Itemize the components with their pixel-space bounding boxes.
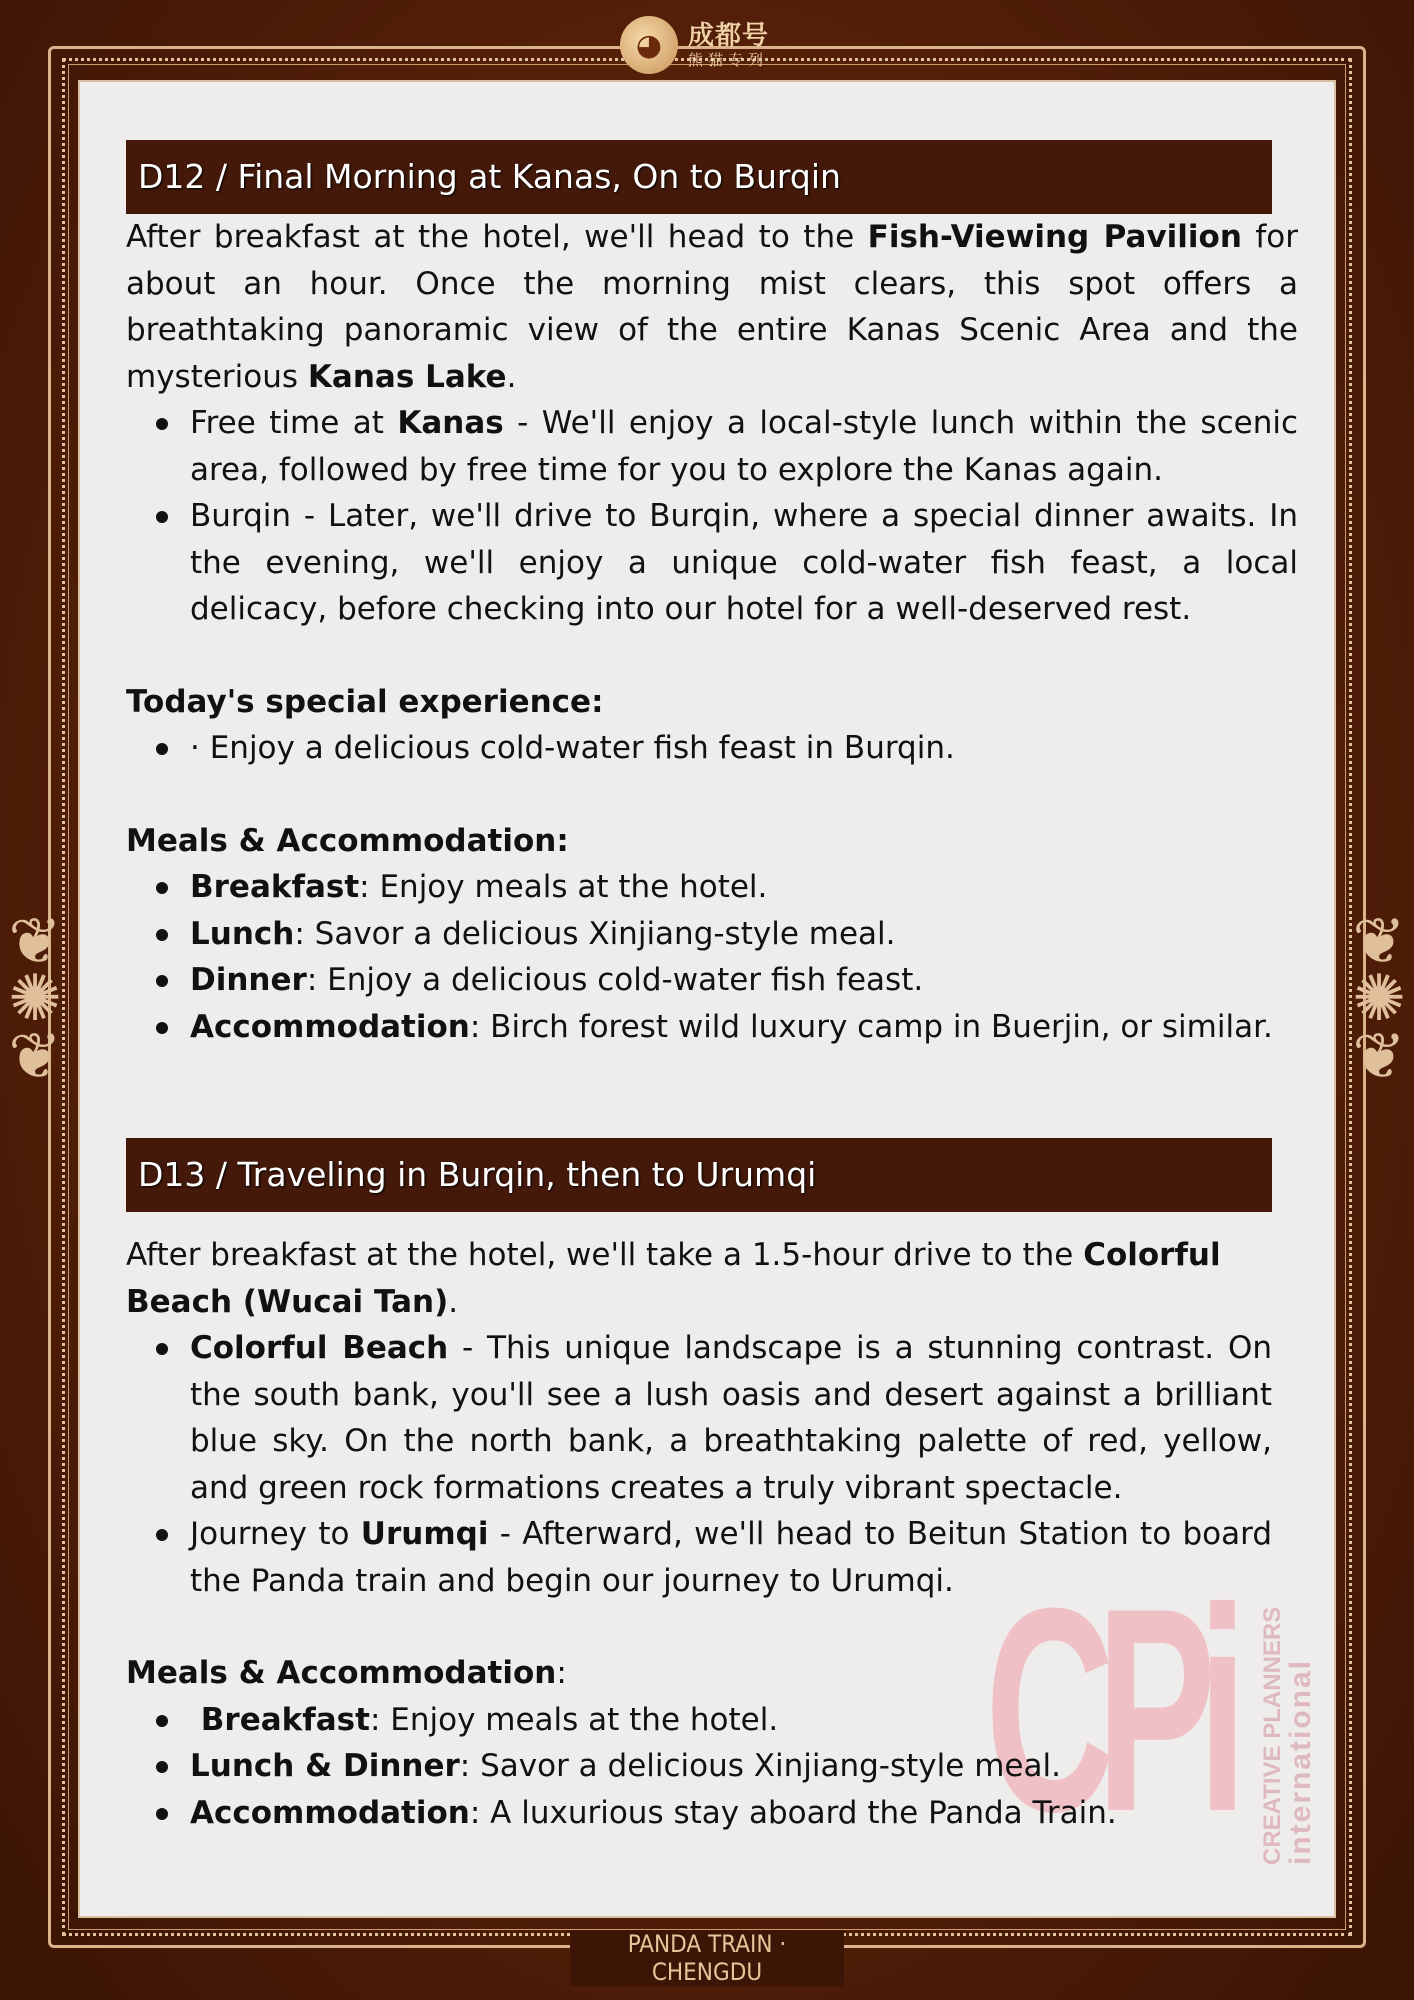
list-item: Breakfast: Enjoy meals at the hotel. (190, 864, 1298, 911)
left-scroll-ornament-icon: ❦ ✺ ❦ (8, 904, 62, 1094)
list-item: Dinner: Enjoy a delicious cold-water fish feast. (190, 957, 1298, 1004)
day-12-meals-heading: Meals & Accommodation: (126, 822, 569, 859)
special-experience-list (126, 725, 1298, 772)
list-item: · Enjoy a delicious cold-water fish feast in Burqin. (190, 725, 1298, 772)
footer-text: PANDA TRAIN · CHENGDU (570, 1930, 844, 1986)
right-scroll-ornament-icon: ❦ ✺ ❦ (1352, 904, 1406, 1094)
list-item: Journey to Urumqi - Afterward, we'll head to Beitun Station to board the Panda train and begin our journey to Urumqi. (190, 1511, 1272, 1604)
special-experience-heading: Today's special experience: (126, 683, 604, 720)
panda-logo-icon: ◕ (620, 16, 678, 74)
day-13-bullets (126, 1325, 1272, 1604)
logo-text: 成都号 (688, 20, 770, 51)
day-12-title: D12 / Final Morning at Kanas, On to Burqin (126, 140, 1272, 214)
list-item: Lunch & Dinner: Savor a delicious Xinjiang-style meal. (190, 1743, 1298, 1790)
itinerary-content (126, 140, 1298, 1836)
watermark-letters: CPi (985, 1548, 1229, 1872)
list-item: Lunch: Savor a delicious Xinjiang-style meal. (190, 911, 1298, 958)
day-13-intro: After breakfast at the hotel, we'll take a 1.5-hour drive to the Colorful Beach (Wucai Tan). (126, 1237, 1221, 1320)
list-item: Accommodation: A luxurious stay aboard the Panda Train. (190, 1790, 1298, 1837)
list-item: Breakfast: Enjoy meals at the hotel. (190, 1697, 1298, 1744)
watermark-line2: international (1284, 1658, 1318, 1865)
day-12-intro: After breakfast at the hotel, we'll head to the Fish-Viewing Pavilion for about an hour. Once the morning mist clears, this spot offers a breathtaking panoramic view of the entire Kanas Scenic Area and the mysterious Kanas Lake. (126, 219, 1298, 395)
list-item: Burqin - Later, we'll drive to Burqin, where a special dinner awaits. In the evening, we'll enjoy a unique cold-water fish feast, a local delicacy, before checking into our hotel for a well-deserved rest. (190, 493, 1298, 633)
list-item: Accommodation: Birch forest wild luxury camp in Buerjin, or similar. (190, 1004, 1298, 1051)
day-13-meals-list (126, 1697, 1298, 1837)
list-item: Colorful Beach - This unique landscape is a stunning contrast. On the south bank, you'll see a lush oasis and desert against a brilliant blue sky. On the north bank, a breathtaking palette of red, yellow, and green rock formations creates a truly vibrant spectacle. (190, 1325, 1272, 1511)
day-12-bullets (126, 400, 1298, 633)
list-item: Free time at Kanas - We'll enjoy a local-style lunch within the scenic area, followed by free time for you to explore the Kanas again. (190, 400, 1298, 493)
logo-subtext: 熊猫专列 (688, 50, 769, 69)
day-12-meals-list (126, 864, 1298, 1050)
day-13-title: D13 / Traveling in Burqin, then to Urumqi (126, 1138, 1272, 1212)
day-13-meals-heading: Meals & Accommodation: (126, 1655, 567, 1691)
logo (620, 10, 800, 80)
watermark-line1: CREATIVE PLANNERS (1259, 1606, 1286, 1865)
